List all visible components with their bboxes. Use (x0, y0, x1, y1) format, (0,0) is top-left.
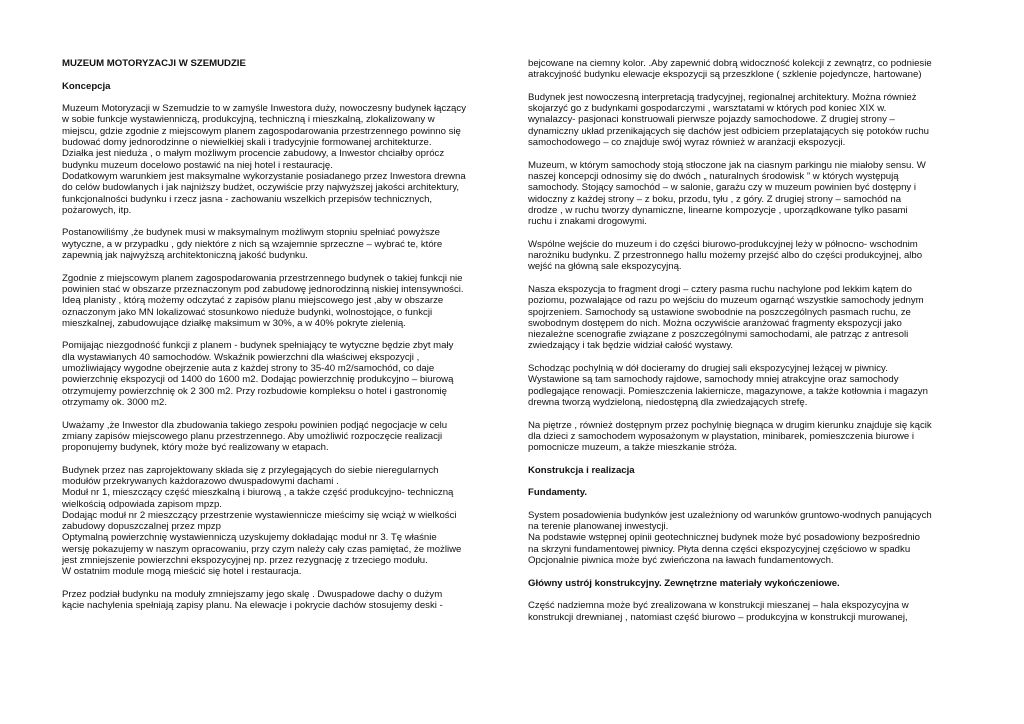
paragraph: Na piętrze , również dostępnym przez pochylnię biegnąca w drugim kierunku znajduje się kącik dla dzieci z samochodem wyposażonym w playstation, minibarek, pomieszczenia biurowe i pomocnicze muzeum, a także mieszkanie stróża. (528, 419, 932, 454)
paragraph: bejcowane na ciemny kolor. .Aby zapewnić dobrą widoczność kolekcji z zewnątrz, co podniesie atrakcyjność budynku elewacje ekspozycji są przeszklone ( szklenie pojedyncze, hartowane) (528, 58, 932, 81)
paragraph: Muzeum, w którym samochody stoją stłoczone jak na ciasnym parkingu nie miałoby sensu. W naszej koncepcji odnosimy się do dwóch „ naturalnych środowisk ” w których występują samochody. Stojący samochód – w salonie, garażu czy w muzeum powinien być dostępny i widoczny z każdej strony – z boku, przodu, tyłu , z góry. Z drugiej strony – samochód na drodze , w ruchu tworzy dynamiczne, linearne kompozycje , uporządkowane tylko pasami ruchu i znakami drogowymi. (528, 159, 926, 228)
section-heading-structure: Główny ustrój konstrukcyjny. Zewnętrzne materiały wykończeniowe. (528, 577, 840, 589)
paragraph: Część nadziemna może być zrealizowana w konstrukcji mieszanej – hala ekspozycyjna w konstrukcji drewnianej , natomiast część biurowo – produkcyjna w konstrukcji murowanej, (528, 600, 909, 623)
paragraph: Muzeum Motoryzacji w Szemudzie to w zamyśle Inwestora duży, nowoczesny budynek łączący w sobie funkcje wystawienniczą, produkcyjną, techniczną i mieszkalną, zlokalizowany w miejscu, gdzie zgodnie z miejscowym planem zagospodarowania przestrzennego powinno się budować domy jednorodzinne o niewielkiej skali i tradycyjnie formowanej architekturze. Działka jest nieduża , o małym możliwym procencie zabudowy, a Inwestor chciałby oprócz budynku muzeum docelowo postawić na niej hotel i restaurację. Dodatkowym warunkiem jest maksymalne wykorzystanie posiadanego przez Inwestora drewna do celów budowlanych i jak najniższy budżet, oczywiście przy najwyższej jakości architektury, funkcjonalności budynku i rzecz jasna - zachowaniu wszelkich przepisów technicznych, pożarowych, itp. (62, 103, 466, 216)
section-heading-construction: Konstrukcja i realizacja (528, 464, 635, 476)
paragraph: Pomijając niezgodność funkcji z planem - budynek spełniający te wytyczne będzie zbyt mały dla wystawianych 40 samochodów. Wskaźnik powierzchni dla właściwej ekspozycji , umożliwiający wygodne obejrzenie auta z każdej strony to 35-40 m2/samochód, co daje powierzchnię ekspozycji od 1400 do 1600 m2. Dodając powierzchnię produkcyjno – biurową otrzymujemy powierzchnię ok 2 300 m2. Przy rozbudowie kompleksu o hotel i gastronomię otrzymamy ok. 3000 m2. (62, 340, 454, 408)
section-heading-concept: Koncepcja (62, 80, 111, 92)
paragraph: Zgodnie z miejscowym planem zagospodarowania przestrzennego budynek o takiej funkcji nie powinien stać w obszarze przeznaczonym pod zabudowę jednorodzinną niskiej intensywności. Ideą planisty , którą możemy odczytać z zapisów planu miejscowego jest ,aby w obszarze oznaczonym jako MN lokalizować stosunkowo nieduże budynki, wolnostojące, o funkcji mieszkalnej, zabudowujące działkę maksimum w 30%, a w 40% pokryte zielenią. (62, 272, 464, 329)
paragraph: Postanowiliśmy ,że budynek musi w maksymalnym możliwym stopniu spełniać powyższe wytyczne, a w przypadku , gdy niektóre z nich są wzajemnie sprzeczne – wybrać te, które zapewnią jak najwyższą architektoniczną jakość budynku. (62, 227, 443, 262)
paragraph: Wspólne wejście do muzeum i do części biurowo-produkcyjnej leży w północno- wschodnim narożniku budynku. Z przestronnego hallu możemy przejść albo do części produkcyjnej, albo wejść na główną sale ekspozycyjną. (528, 238, 923, 273)
section-heading-foundations: Fundamenty. (528, 487, 587, 499)
paragraph: Schodząc pochylnią w dół docieramy do drugiej sali ekspozycyjnej leżącej w piwnicy. Wystawione są tam samochody rajdowe, samochody mniej atrakcyjne oraz samochody podlegające renowacji. Pomieszczenia lakiernicze, magazynowe, a także kotłownia i magazyn drewna tworzą wydzieloną, niedostępną dla zwiedzających strefę. (528, 363, 928, 408)
left-column (62, 58, 503, 623)
paragraph: Budynek jest nowoczesną interpretacją tradycyjnej, regionalnej architektury. Można również skojarzyć go z budynkami gospodarczymi , warsztatami w których pod koniec XIX w. wynalazcy- pasjonaci konstruowali pierwsze pojazdy samochodowe. Z drugiej strony – dynamiczny układ przenikających się dachów jest odbiciem przeplatających się potoków ruchu samochodowego – co znajduje swój wyraz również w aranżacji ekspozycji. (528, 91, 930, 149)
paragraph: Nasza ekspozycja to fragment drogi – cztery pasma ruchu nachylone pod lekkim kątem do poziomu, pozwalające od razu po wejściu do muzeum ogarnąć wszystkie samochody jednym spojrzeniem. Samochody są ustawione swobodnie na poszczególnych pasmach ruchu, ze swobodnym dostępem do nich. Można oczywiście aranżować fragmenty ekspozycji jako niezależne scenografie związane z poszczególnymi samochodami, ale patrząc z antresoli zwiedzający i tak będzie widział całość wystawy. (528, 283, 924, 352)
paragraph: Uważamy ,że Inwestor dla zbudowania takiego zespołu powinien podjąć negocjacje w celu zmiany zapisów miejscowego planu przestrzennego. Aby umożliwić rozpoczęcie realizacji proponujemy budynek, który może być realizowany w etapach. (62, 419, 448, 454)
document-title: MUZEUM MOTORYZACJI W SZEMUDZIE (62, 58, 246, 69)
paragraph: Przez podział budynku na moduły zmniejszamy jego skalę . Dwuspadowe dachy o dużym kącie nachylenia spełniają zapisy planu. Na elewacje i pokrycie dachów stosujemy deski - (62, 588, 443, 612)
right-column (528, 58, 966, 634)
paragraph: System posadowienia budynków jest uzależniony od warunków gruntowo-wodnych panujących na terenie planowanej inwestycji. Na podstawie wstępnej opinii geotechnicznej budynek może być posadowiony bezpośrednio na skrzyni fundamentowej piwnicy. Płyta denna części ekspozycyjnej częściowo w spadku Opcjonalnie piwnica może być zwieńczona na ławach fundamentowych. (528, 509, 932, 567)
paragraph: Budynek przez nas zaprojektowany składa się z przylegających do siebie nieregularnych modułów przekrywanych każdorazowo dwuspadowymi dachami . Moduł nr 1, mieszczący część mieszkalną i biurową , a także część produkcyjno- techniczną wielkością odpowiada zapisom mpzp. Dodając moduł nr 2 mieszczący przestrzenie wystawiennicze mieścimy się wciąż w wielkości zabudowy dopuszczalnej przez mpzp Optymalną powierzchnię wystawienniczą uzyskujemy dokładając moduł nr 3. Tę właśnie wersję pokazujemy w naszym opracowaniu, przy czym należy cały czas pamiętać, że możliwe jest zmniejszenie powierzchni ekspozycyjnej np. przez rezygnację z trzeciego modułu. W ostatnim module mogą mieścić się hotel i restauracja. (62, 464, 462, 578)
